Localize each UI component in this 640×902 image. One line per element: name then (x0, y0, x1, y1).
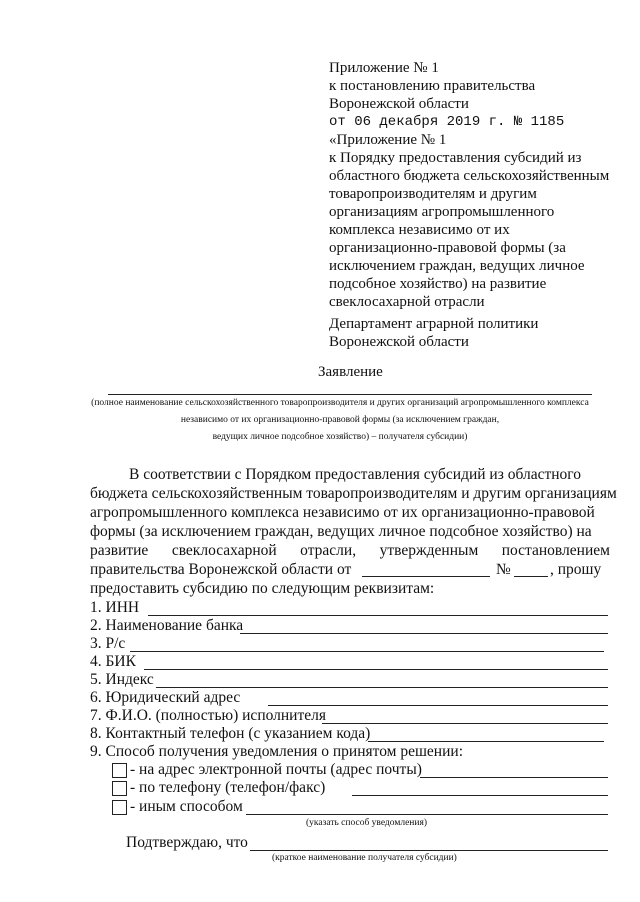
appendix-line-9: подсобное хозяйство) на развитие (329, 276, 547, 292)
appendix-line-10: свеклосахарной отрасли (329, 294, 485, 310)
paragraph-word: утвержденным (379, 542, 479, 559)
paragraph-number-sign: № (496, 561, 511, 578)
decree-date-line[interactable] (362, 576, 490, 577)
notify-other-label: - иным способом (130, 798, 243, 815)
field-address-line[interactable] (268, 705, 608, 706)
header-line-2: к постановлению правительства (329, 78, 536, 94)
appendix-line-3: областного бюджета сельскохозяйственным (329, 168, 610, 184)
notify-other-line[interactable] (246, 814, 608, 815)
appendix-line-2: к Порядку предоставления субсидий из (329, 150, 582, 166)
field-index-line[interactable] (156, 687, 608, 688)
paragraph-line-2: бюджета сельскохозяйственным товаропроизводителям и другим организациям (90, 485, 617, 502)
notify-phone-line[interactable] (352, 795, 608, 796)
field-inn-line[interactable] (148, 615, 608, 616)
paragraph-line-6a: правительства Воронежской области от (90, 561, 352, 578)
applicant-caption-3: ведущих личное подсобное хозяйство) – получателя субсидии) (212, 432, 468, 442)
paragraph-line-6c: , прошу (550, 561, 602, 578)
paragraph-word: свеклосахарной (171, 542, 277, 559)
appendix-line-8: исключением граждан, ведущих личное (329, 258, 585, 274)
field-bank-label: 2. Наименование банка (90, 617, 244, 634)
field-address-label: 6. Юридический адрес (90, 689, 241, 706)
appendix-line-6: комплекса независимо от их (329, 222, 510, 238)
addressee-line-1: Департамент аграрной политики (329, 316, 539, 332)
field-executor-line[interactable] (322, 723, 608, 724)
paragraph-word: отрасли, (300, 542, 357, 559)
paragraph-word: постановлением (501, 542, 610, 559)
field-inn-label: 1. ИНН (90, 599, 140, 616)
appendix-line-7: организационно-правовой формы (за (329, 240, 566, 256)
header-line-1: Приложение № 1 (329, 60, 439, 76)
notify-email-checkbox[interactable] (112, 763, 127, 778)
decree-number-line[interactable] (514, 576, 548, 577)
field-phone-label: 8. Контактный телефон (с указанием кода) (90, 725, 371, 742)
paragraph-line-1: В соответствии с Порядком предоставления субсидий из областного (129, 466, 582, 483)
notify-email-label: - на адрес электронной почты (адрес почты) (130, 761, 422, 778)
applicant-caption-1: (полное наименование сельскохозяйственного товаропроизводителя и других организаций агропромышленного комплекса (91, 398, 589, 408)
header-date-line: от 06 декабря 2019 г. № 1185 (329, 114, 565, 130)
header-line-3: Воронежской области (329, 96, 469, 112)
confirm-label: Подтверждаю, что (126, 834, 248, 851)
document-title: Заявление (318, 364, 383, 380)
field-index-label: 5. Индекс (90, 671, 154, 688)
notify-other-caption: (указать способ уведомления) (306, 818, 427, 828)
notify-email-line[interactable] (420, 777, 608, 778)
paragraph-line-4: формы (за исключением граждан, ведущих личное подсобное хозяйство) на (90, 523, 592, 540)
confirm-caption: (краткое наименование получателя субсидии) (272, 853, 457, 863)
notify-other-checkbox[interactable] (112, 800, 127, 815)
paragraph-word: развитие (90, 542, 149, 559)
applicant-name-line[interactable] (108, 394, 592, 395)
addressee-line-2: Воронежской области (329, 334, 469, 350)
confirm-line[interactable] (250, 850, 608, 851)
notify-phone-label: - по телефону (телефон/факс) (130, 779, 326, 796)
paragraph-line-5 (90, 542, 610, 560)
field-notify-label: 9. Способ получения уведомления о принятом решении: (90, 743, 463, 760)
field-bik-label: 4. БИК (90, 653, 136, 670)
field-phone-line[interactable] (368, 741, 604, 742)
applicant-caption-2: независимо от их организационно-правовой формы (за исключением граждан, (180, 415, 500, 425)
field-bank-line[interactable] (240, 633, 608, 634)
field-executor-label: 7. Ф.И.О. (полностью) исполнителя (90, 707, 326, 724)
paragraph-line-3: агропромышленного комплекса независимо от их организационно-правовой (90, 504, 595, 521)
appendix-line-1: «Приложение № 1 (329, 132, 447, 148)
field-account-label: 3. Р/с (90, 635, 126, 652)
appendix-line-4: товаропроизводителям и другим (329, 186, 537, 202)
paragraph-line-7: предоставить субсидию по следующим реквизитам: (90, 580, 435, 597)
field-account-line[interactable] (130, 651, 604, 652)
notify-phone-checkbox[interactable] (112, 781, 127, 796)
field-bik-line[interactable] (144, 669, 608, 670)
appendix-line-5: организациям агропромышленного (329, 204, 555, 220)
